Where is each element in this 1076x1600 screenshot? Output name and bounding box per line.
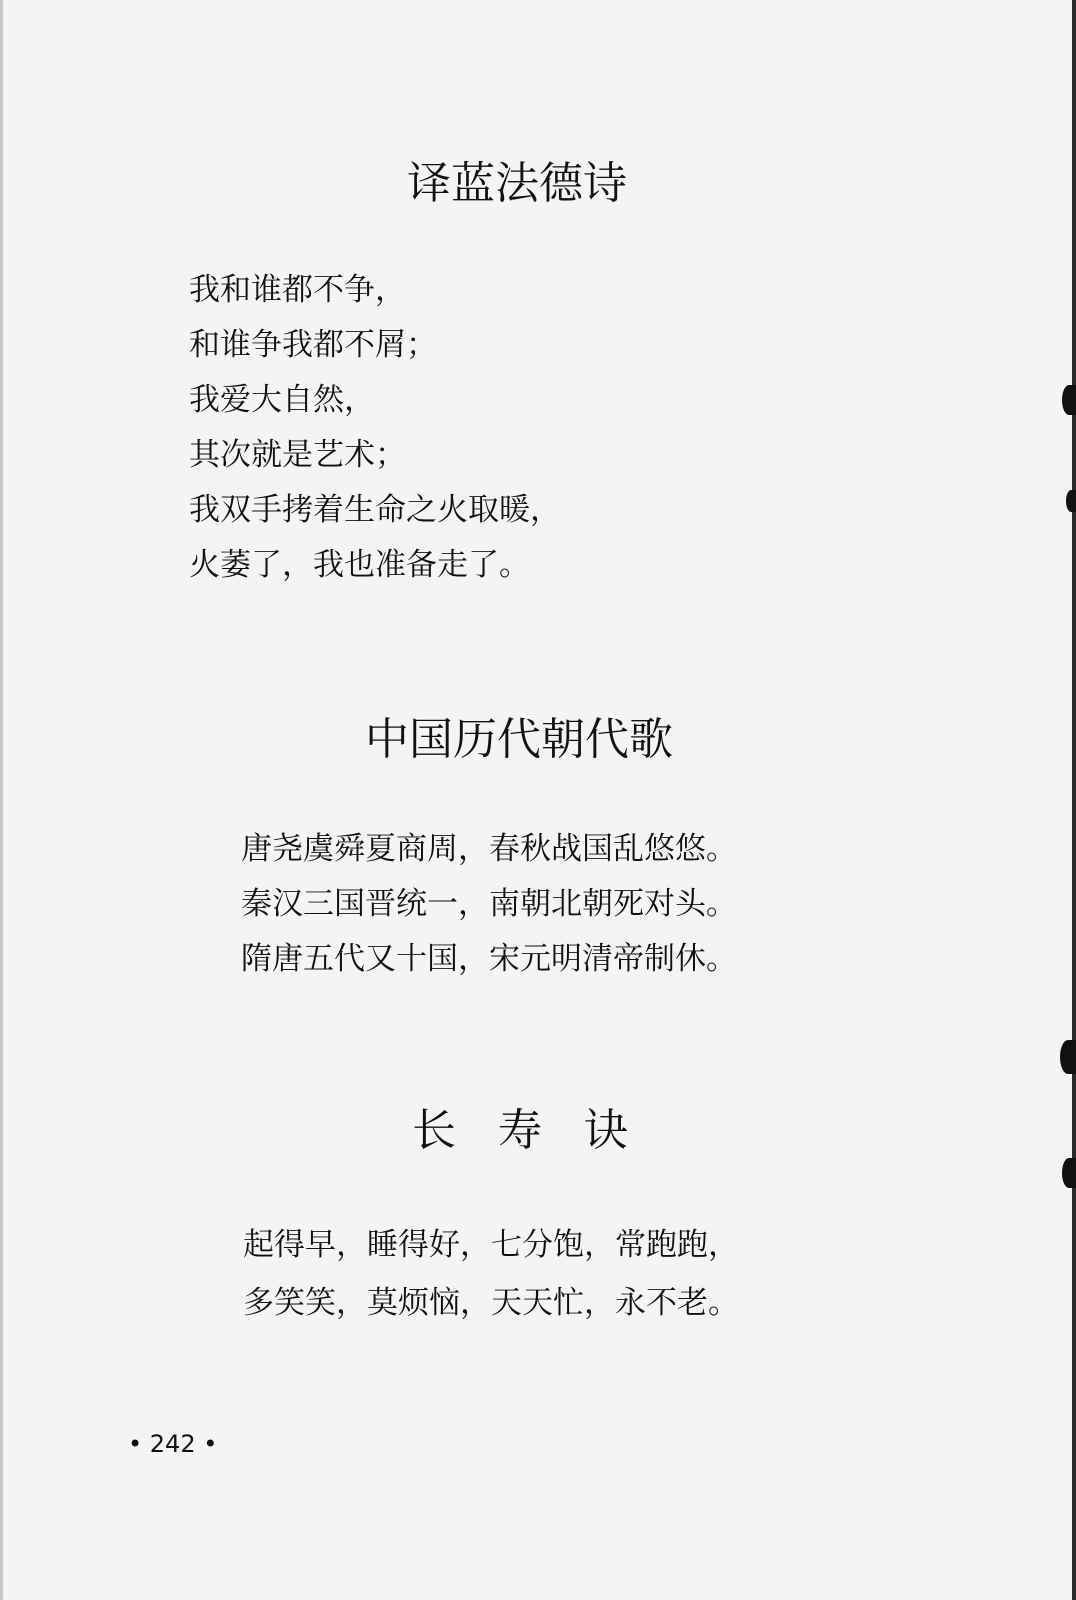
poem-line: 我双手拷着生命之火取暖， bbox=[189, 492, 561, 528]
poem-line: 我爱大自然， bbox=[189, 382, 375, 418]
poem-line: 起得早，睡得好，七分饱，常跑跑， bbox=[243, 1227, 739, 1263]
page-right-edge bbox=[1072, 0, 1076, 1600]
poem-line: 我和谁都不争， bbox=[189, 272, 406, 308]
section-title-lanfade-poem: 译蓝法德诗 bbox=[407, 158, 627, 209]
section-title-longevity-tips: 长寿诀 bbox=[412, 1105, 670, 1156]
poem-line: 多笑笑，莫烦恼，天天忙，永不老。 bbox=[243, 1285, 739, 1321]
section-title-dynasty-song: 中国历代朝代歌 bbox=[365, 714, 673, 765]
poem-lines-lanfade bbox=[189, 263, 561, 593]
scan-ink-blot bbox=[1060, 1040, 1076, 1074]
poem-line: 秦汉三国晋统一，南朝北朝死对头。 bbox=[241, 886, 737, 922]
scan-ink-blot bbox=[1062, 385, 1076, 415]
page-number: • 242 • bbox=[128, 1430, 218, 1458]
poem-lines-dynasty-song bbox=[241, 822, 737, 987]
scan-ink-blot bbox=[1066, 490, 1076, 512]
page-left-edge bbox=[0, 0, 3, 1600]
poem-line: 隋唐五代又十国，宋元明清帝制休。 bbox=[241, 941, 737, 977]
poem-lines-longevity-tips bbox=[243, 1216, 739, 1332]
poem-line: 其次就是艺术； bbox=[189, 437, 406, 473]
poem-line: 唐尧虞舜夏商周，春秋战国乱悠悠。 bbox=[241, 831, 737, 867]
scan-ink-blot bbox=[1062, 1158, 1076, 1188]
poem-line: 火萎了，我也准备走了。 bbox=[189, 547, 530, 583]
poem-line: 和谁争我都不屑； bbox=[189, 327, 437, 363]
